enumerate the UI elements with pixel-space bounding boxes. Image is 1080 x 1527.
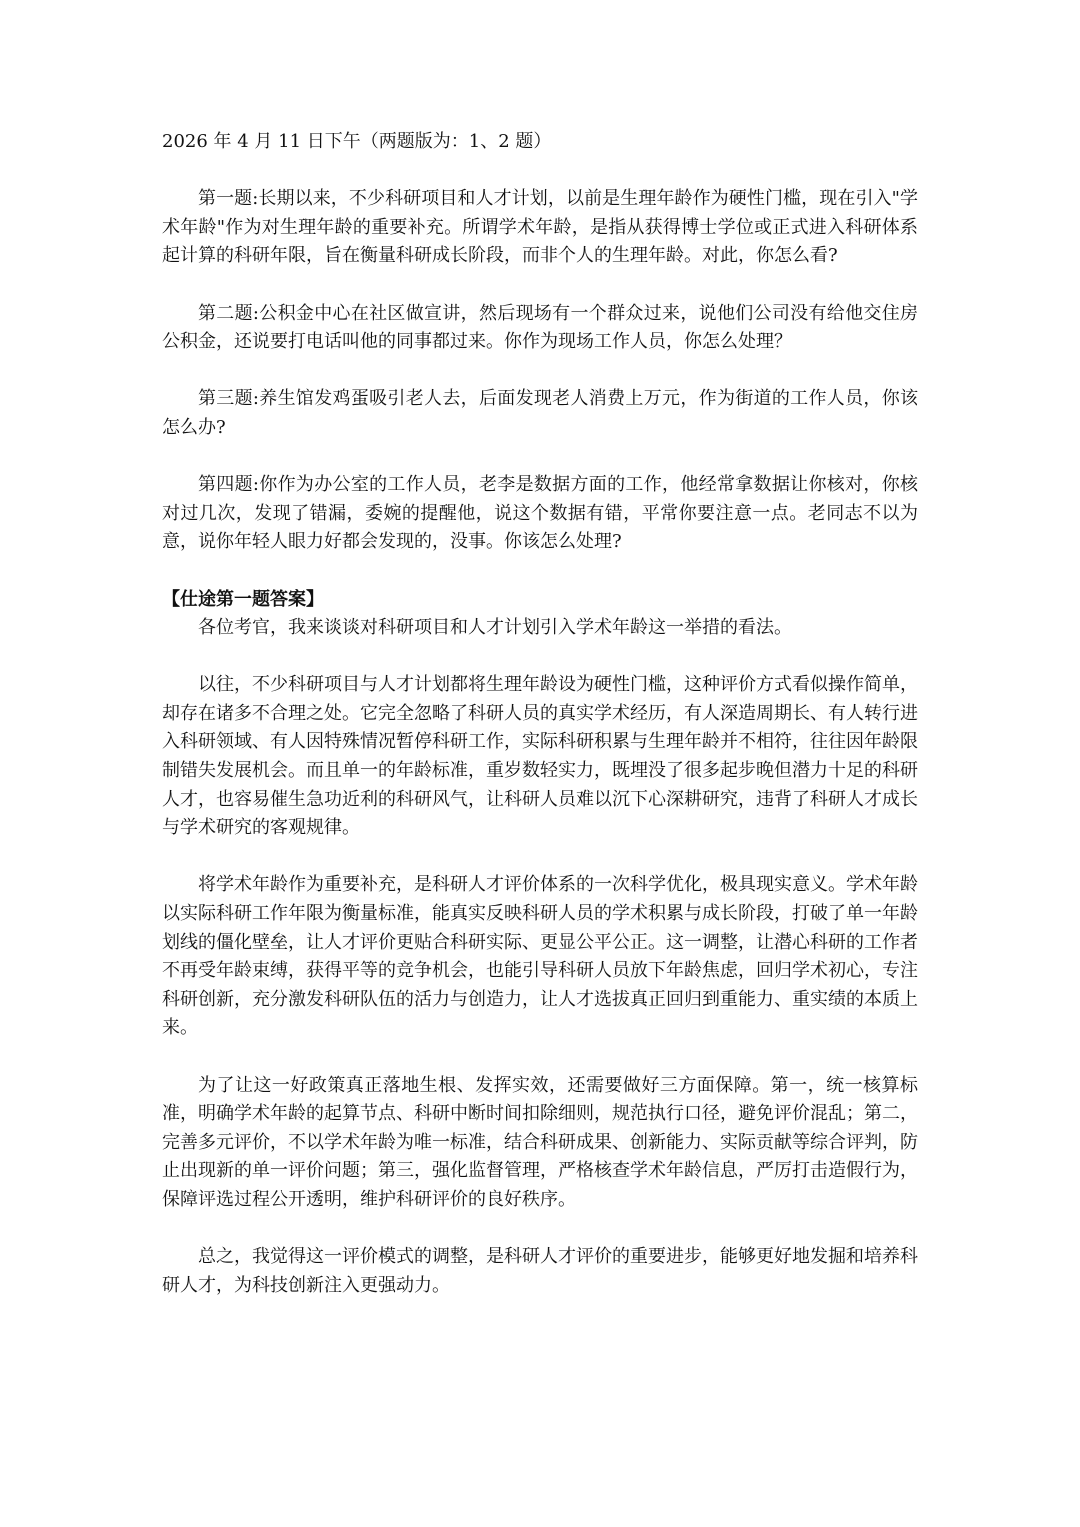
answer-conclusion: 总之，我觉得这一评价模式的调整，是科研人才评价的重要进步，能够更好地发掘和培养科研人才，为科技创新注入更强动力。: [162, 1246, 918, 1296]
answer-paragraph: 将学术年龄作为重要补充，是科研人才评价体系的一次科学优化，极具现实意义。学术年龄以实际科研工作年限为衡量标准，能真实反映科研人员的学术积累与成长阶段，打破了单一年龄划线的僵化壁垒，让人才评价更贴合科研实际、更显公平公正。这一调整，让潜心科研的工作者不再受年龄束缚，获得平等的竞争机会，也能引导科研人员放下年龄焦虑，回归学术初心，专注科研创新，充分激发科研队伍的活力与创造力，让人才选拔真正回归到重能力、重实绩的本质上来。: [162, 874, 918, 1039]
question-1: 第一题:长期以来，不少科研项目和人才计划，以前是生理年龄作为硬性门槛，现在引入"学术年龄"作为对生理年龄的重要补充。所谓学术年龄，是指从获得博士学位或正式进入科研体系起计算的科研年限，旨在衡量科研成长阶段，而非个人的生理年龄。对此，你怎么看?: [162, 188, 918, 267]
answer-opening: 各位考官，我来谈谈对科研项目和人才计划引入学术年龄这一举措的看法。: [198, 617, 792, 639]
document-body: [162, 128, 918, 1329]
answer-paragraph: 为了让这一好政策真正落地生根、发挥实效，还需要做好三方面保障。第一，统一核算标准，明确学术年龄的起算节点、科研中断时间扣除细则，规范执行口径，避免评价混乱；第二，完善多元评价，不以学术年龄为唯一标准，结合科研成果、创新能力、实际贡献等综合评判，防止出现新的单一评价问题；第三，强化监督管理，严格核查学术年龄信息，严厉打击造假行为，保障评选过程公开透明，维护科研评价的良好秩序。: [162, 1074, 918, 1210]
answer-heading: 【仕途第一题答案】: [162, 588, 324, 610]
answer-paragraph: 以往，不少科研项目与人才计划都将生理年龄设为硬性门槛，这种评价方式看似操作简单，却存在诸多不合理之处。它完全忽略了科研人员的真实学术经历，有人深造周期长、有人转行进入科研领域、有人因特殊情况暂停科研工作，实际科研积累与生理年龄并不相符，往往因年龄限制错失发展机会。而且单一的年龄标准，重岁数轻实力，既埋没了很多起步晚但潜力十足的科研人才，也容易催生急功近利的科研风气，让科研人员难以沉下心深耕研究，违背了科研人才成长与学术研究的客观规律。: [162, 674, 918, 839]
exam-date-line: 2026 年 4 月 11 日下午（两题版为：1、2 题）: [162, 131, 552, 152]
question-4: 第四题:你作为办公室的工作人员，老李是数据方面的工作，他经常拿数据让你核对，你核对过几次，发现了错漏，委婉的提醒他，说这个数据有错，平常你要注意一点。老同志不以为意，说你年轻人眼力好都会发现的，没事。你该怎么处理?: [162, 474, 918, 553]
question-2: 第二题:公积金中心在社区做宣讲，然后现场有一个群众过来，说他们公司没有给他交住房公积金，还说要打电话叫他的同事都过来。你作为现场工作人员，你怎么处理？: [162, 302, 918, 353]
question-3: 第三题:养生馆发鸡蛋吸引老人去，后面发现老人消费上万元，作为街道的工作人员，你该怎么办?: [162, 388, 918, 438]
